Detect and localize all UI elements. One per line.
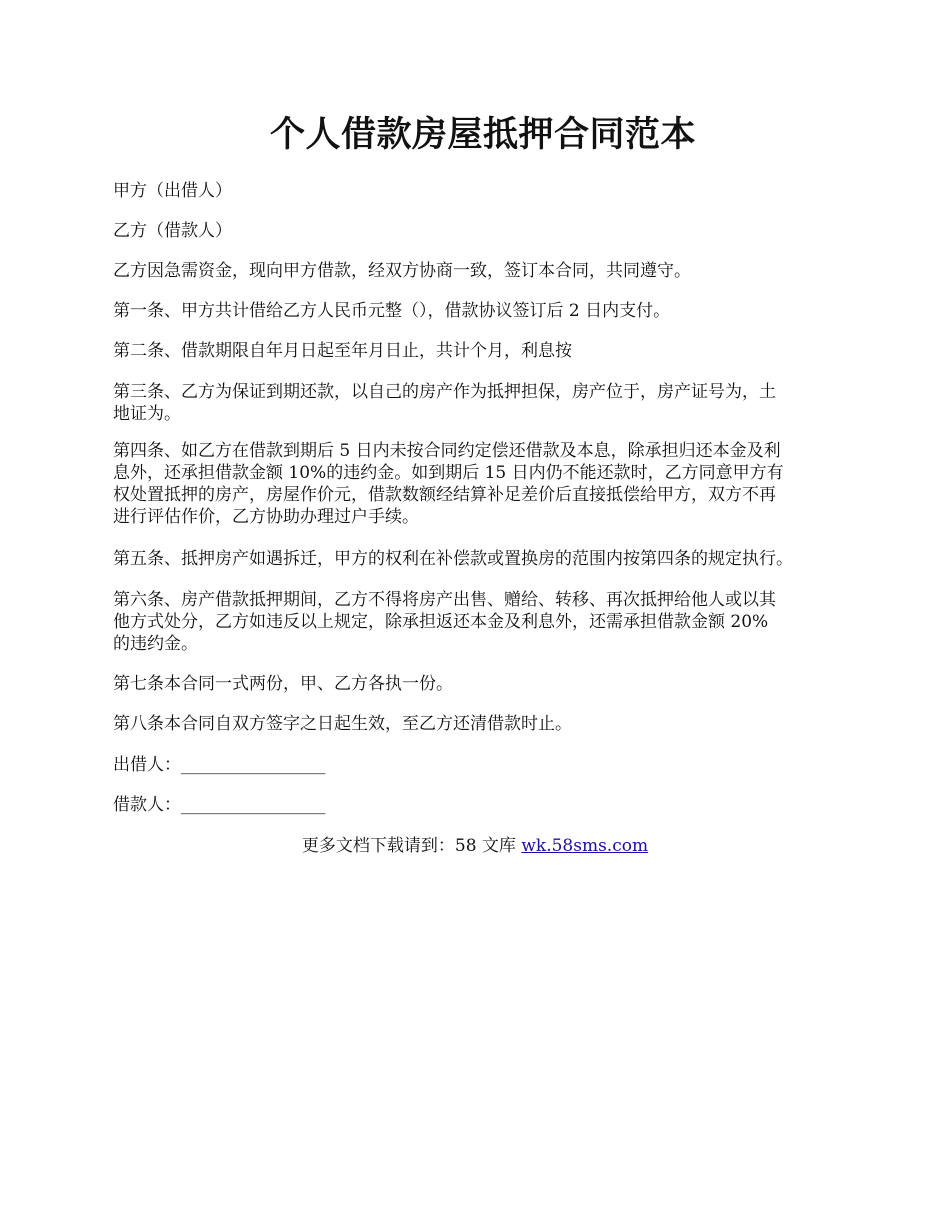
article-6-line: 的违约金。: [113, 634, 198, 654]
footer-text: 更多文档下载请到：58 文库: [301, 836, 522, 856]
article-3-line: 第三条、乙方为保证到期还款，以自己的房产作为抵押担保，房产位于，房产证号为，土: [113, 382, 776, 402]
download-footer: [0, 834, 950, 858]
article-4-line: 息外，还承担借款金额 10%的违约金。如到期后 15 日内仍不能还款时，乙方同意甲方有: [113, 463, 784, 483]
lender-signature-line: 出借人：_________________: [113, 755, 326, 775]
footer-link[interactable]: wk.58sms.com: [521, 836, 649, 856]
article-4-line: 权处置抵押的房产，房屋作价元，借款数额经结算补足差价后直接抵偿给甲方，双方不再: [113, 485, 776, 505]
article-3: [113, 381, 843, 425]
article-6-line: 第六条、房产借款抵押期间，乙方不得将房产出售、赠给、转移、再次抵押给他人或以其: [113, 590, 776, 610]
article-1: 第一条、甲方共计借给乙方人民币元整（），借款协议签订后 2 日内支付。: [113, 301, 671, 321]
article-6-line: 他方式处分，乙方如违反以上规定，除承担返还本金及利息外，还需承担借款金额 20%: [113, 612, 769, 632]
article-4-line: 第四条、如乙方在借款到期后 5 日内未按合同约定偿还借款及本息，除承担归还本金及利: [113, 441, 781, 461]
article-7: 第七条本合同一式两份，甲、乙方各执一份。: [113, 674, 453, 694]
article-4-line: 进行评估作价，乙方协助办理过户手续。: [113, 507, 419, 527]
article-4: [113, 440, 843, 528]
article-2: 第二条、借款期限自年月日起至年月日止，共计个月，利息按: [113, 341, 572, 361]
document-title: 个人借款房屋抵押合同范本: [269, 114, 696, 155]
article-3-line: 地证为。: [113, 404, 181, 424]
article-6: [113, 589, 843, 655]
article-5: 第五条、抵押房产如遇拆迁，甲方的权利在补偿款或置换房的范围内按第四条的规定执行。: [113, 549, 793, 569]
contract-document: [113, 0, 853, 815]
party-a-line: 甲方（出借人）: [113, 181, 232, 201]
borrower-signature-line: 借款人：_________________: [113, 795, 326, 815]
party-b-line: 乙方（借款人）: [113, 221, 232, 241]
contract-intro: 乙方因急需资金，现向甲方借款，经双方协商一致，签订本合同，共同遵守。: [113, 261, 691, 281]
article-8: 第八条本合同自双方签字之日起生效，至乙方还清借款时止。: [113, 714, 572, 734]
